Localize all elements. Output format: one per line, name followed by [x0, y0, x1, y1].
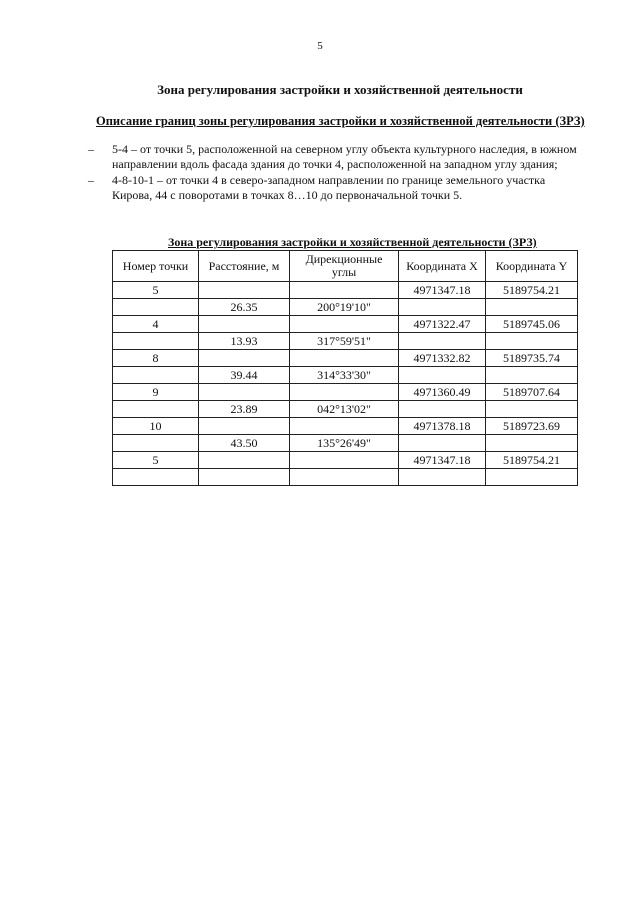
cell-direction-angle	[290, 350, 399, 367]
page-heading: Зона регулирования застройки и хозяйственной деятельности	[157, 82, 523, 97]
list-item	[88, 142, 588, 172]
cell-direction-angle	[290, 469, 399, 486]
cell-coordinate-y	[486, 435, 578, 452]
cell-distance: 43.50	[199, 435, 290, 452]
cell-distance: 26.35	[199, 299, 290, 316]
header-coordinate-y: Координата Y	[486, 251, 578, 282]
cell-coordinate-x: 4971360.49	[399, 384, 486, 401]
cell-coordinate-y	[486, 401, 578, 418]
table-row	[113, 316, 578, 333]
cell-point-number: 10	[113, 418, 199, 435]
cell-coordinate-y	[486, 367, 578, 384]
cell-coordinate-y: 5189745.06	[486, 316, 578, 333]
cell-distance	[199, 316, 290, 333]
cell-coordinate-x	[399, 333, 486, 350]
cell-coordinate-x	[399, 469, 486, 486]
cell-direction-angle: 317°59'51"	[290, 333, 399, 350]
cell-coordinate-x: 4971332.82	[399, 350, 486, 367]
cell-direction-angle	[290, 282, 399, 299]
cell-coordinate-x	[399, 435, 486, 452]
coordinates-table	[112, 250, 578, 486]
bullet-dash: –	[88, 142, 94, 156]
header-direction-angles: Дирекционные углы	[290, 251, 399, 282]
cell-direction-angle	[290, 418, 399, 435]
boundary-description-list	[88, 142, 588, 204]
table-row	[113, 401, 578, 418]
boundary-description-heading: Описание границ зоны регулирования застройки и хозяйственной деятельности (ЗРЗ)	[96, 114, 585, 128]
cell-distance	[199, 384, 290, 401]
bullet-dash: –	[88, 173, 94, 187]
table-title: Зона регулирования застройки и хозяйственной деятельности (ЗРЗ)	[168, 235, 537, 249]
cell-point-number	[113, 299, 199, 316]
list-item-text: 4-8-10-1 – от точки 4 в северо-западном направлении по границе земельного участка Кирова, 44 с поворотами в точках 8…10 до первоначальной точки 5.	[112, 173, 546, 202]
table-row	[113, 282, 578, 299]
header-coordinate-x: Координата X	[399, 251, 486, 282]
cell-distance: 39.44	[199, 367, 290, 384]
cell-direction-angle: 135°26'49"	[290, 435, 399, 452]
table-row	[113, 367, 578, 384]
cell-coordinate-y: 5189735.74	[486, 350, 578, 367]
table-row	[113, 452, 578, 469]
table-body	[113, 282, 578, 486]
cell-coordinate-x	[399, 367, 486, 384]
cell-coordinate-x: 4971347.18	[399, 452, 486, 469]
cell-direction-angle: 200°19'10"	[290, 299, 399, 316]
cell-distance: 23.89	[199, 401, 290, 418]
cell-coordinate-x	[399, 401, 486, 418]
cell-direction-angle	[290, 316, 399, 333]
cell-direction-angle: 314°33'30"	[290, 367, 399, 384]
page-number: 5	[317, 40, 323, 52]
list-item-text: 5-4 – от точки 5, расположенной на северном углу объекта культурного наследия, в южном направлении вдоль фасада здания до точки 4, расположенной на западном углу здания;	[112, 142, 577, 171]
cell-coordinate-x: 4971378.18	[399, 418, 486, 435]
cell-point-number	[113, 435, 199, 452]
table-row	[113, 435, 578, 452]
cell-distance	[199, 350, 290, 367]
cell-direction-angle	[290, 452, 399, 469]
cell-point-number	[113, 367, 199, 384]
cell-point-number	[113, 469, 199, 486]
cell-point-number: 4	[113, 316, 199, 333]
cell-distance	[199, 418, 290, 435]
cell-direction-angle: 042°13'02"	[290, 401, 399, 418]
cell-distance	[199, 452, 290, 469]
cell-point-number: 5	[113, 452, 199, 469]
cell-coordinate-y: 5189754.21	[486, 452, 578, 469]
cell-point-number: 5	[113, 282, 199, 299]
cell-coordinate-y: 5189754.21	[486, 282, 578, 299]
table-row	[113, 350, 578, 367]
cell-distance	[199, 282, 290, 299]
cell-point-number: 8	[113, 350, 199, 367]
cell-point-number: 9	[113, 384, 199, 401]
header-point-number: Номер точки	[113, 251, 199, 282]
table-row	[113, 418, 578, 435]
cell-distance: 13.93	[199, 333, 290, 350]
table-row	[113, 333, 578, 350]
cell-point-number	[113, 401, 199, 418]
list-item	[88, 173, 588, 203]
cell-coordinate-y	[486, 469, 578, 486]
cell-coordinate-y	[486, 299, 578, 316]
cell-coordinate-y: 5189707.64	[486, 384, 578, 401]
cell-coordinate-x: 4971347.18	[399, 282, 486, 299]
cell-point-number	[113, 333, 199, 350]
cell-direction-angle	[290, 384, 399, 401]
header-distance: Расстояние, м	[199, 251, 290, 282]
table-header-row	[113, 251, 578, 282]
table-row	[113, 469, 578, 486]
cell-coordinate-y: 5189723.69	[486, 418, 578, 435]
cell-coordinate-x: 4971322.47	[399, 316, 486, 333]
cell-distance	[199, 469, 290, 486]
cell-coordinate-x	[399, 299, 486, 316]
cell-coordinate-y	[486, 333, 578, 350]
table-row	[113, 299, 578, 316]
table-row	[113, 384, 578, 401]
